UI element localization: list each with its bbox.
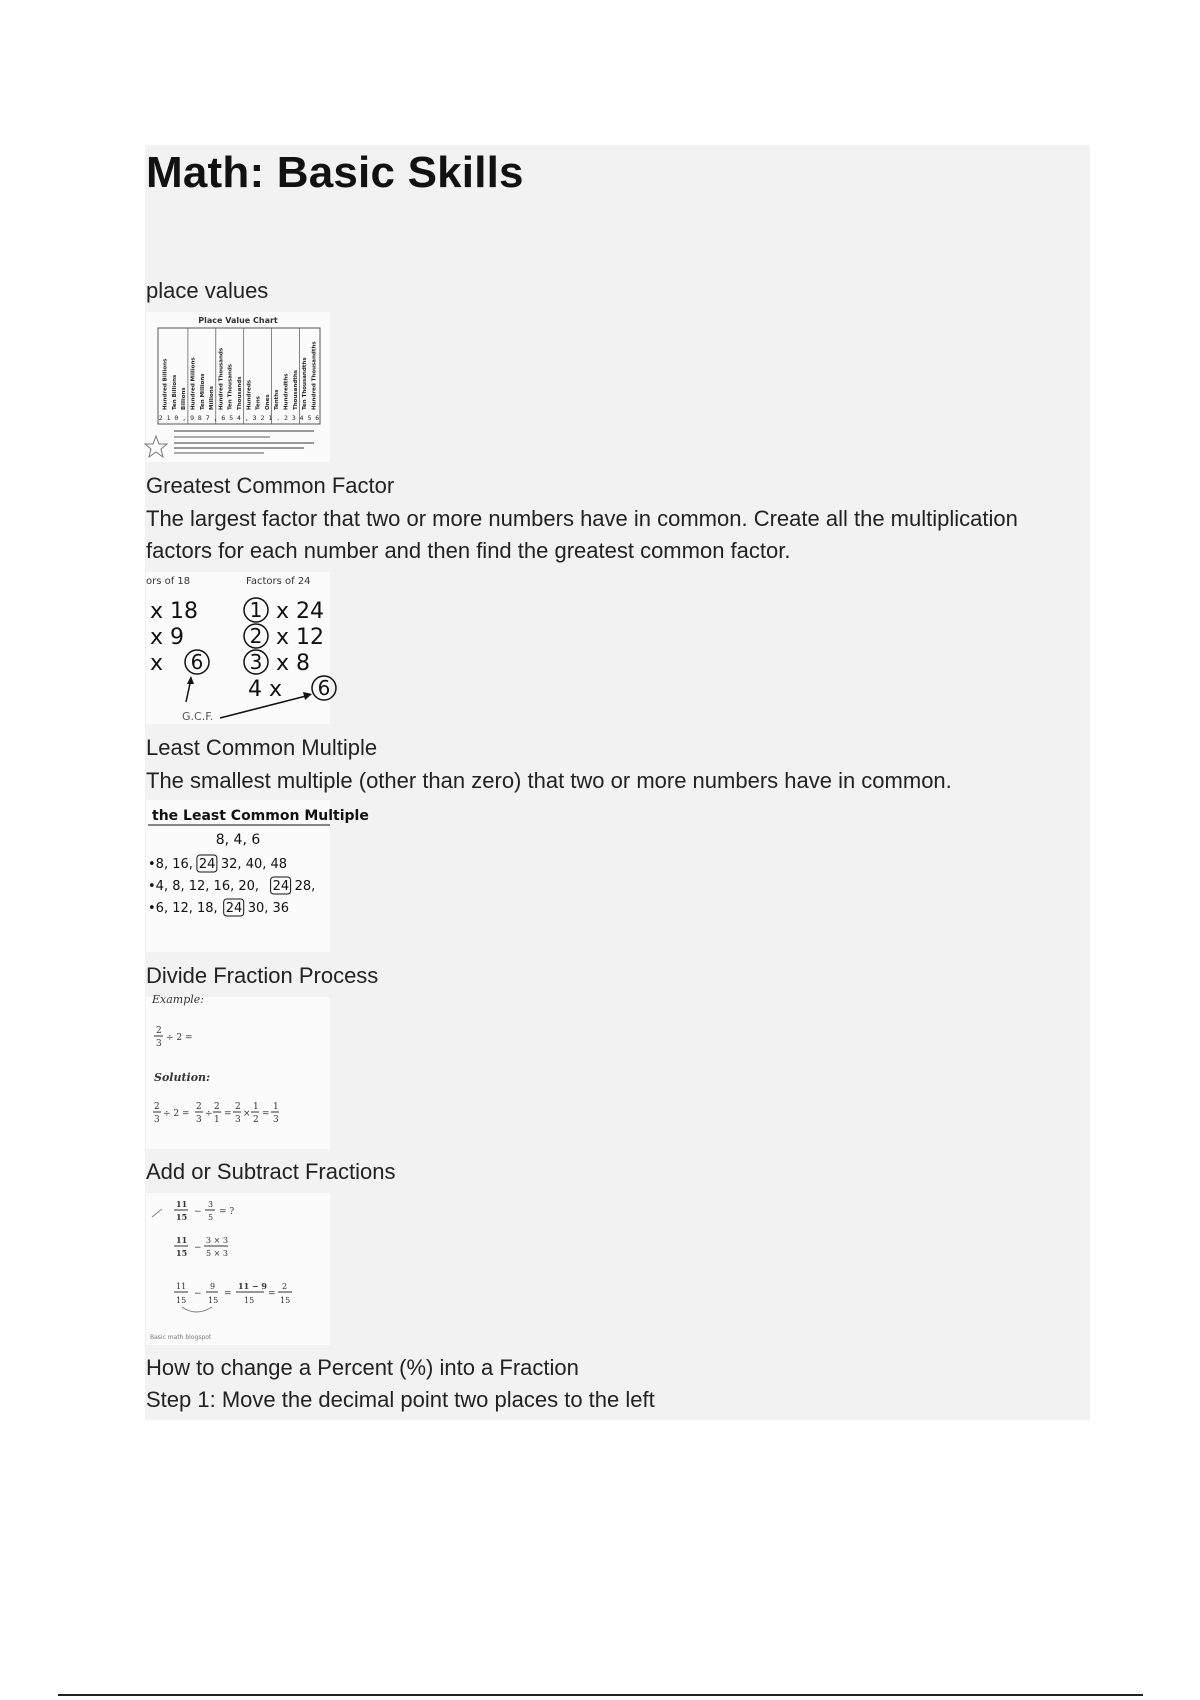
pv-title: Place Value Chart <box>198 316 278 325</box>
solution-line: = <box>224 1109 232 1119</box>
place-value-chart-image <box>146 312 330 462</box>
as-digit: 2 <box>282 1282 288 1291</box>
pv-note-line <box>174 447 304 449</box>
solution-line: 1 <box>253 1102 259 1112</box>
as-source: Basic math blogspot <box>150 1334 212 1341</box>
as-digit: 15 <box>176 1296 187 1305</box>
solution-line: 3 <box>154 1115 160 1125</box>
lcm-title: the Least Common Multiple <box>152 808 369 824</box>
as-op: − <box>194 1207 202 1217</box>
gcf-body: The largest factor that two or more numbers have in common. Create all the multiplication factors for each number and then find the greatest common factor. <box>146 506 1018 563</box>
place-value-chart-figure <box>146 312 330 462</box>
lcm-heading: Least Common Multiple <box>146 735 378 760</box>
arrow-head-icon <box>303 692 312 700</box>
lcm-boxed-value: 24 <box>198 857 216 872</box>
footer-rule <box>58 1694 1143 1696</box>
lcm-body: The smallest multiple (other than zero) that two or more numbers have in common. <box>146 768 952 793</box>
pv-columns <box>163 328 318 424</box>
gcf-figure <box>146 572 330 724</box>
as-digit: 15 <box>244 1296 255 1305</box>
pv-column-label: Millions <box>209 386 216 410</box>
as-digit: 15 <box>176 1248 188 1258</box>
pv-column-label: Ones <box>264 394 271 410</box>
lcm-image <box>146 800 369 952</box>
divide-figure <box>146 993 330 1149</box>
as-digit: 3 × 3 <box>206 1236 228 1245</box>
pv-column-label: Hundredths <box>283 373 290 410</box>
pv-note-line <box>174 436 270 438</box>
gcf-right-row: x 8 <box>276 651 311 676</box>
as-digit: 11 − 9 <box>238 1281 267 1291</box>
as-digit: 11 <box>176 1199 188 1209</box>
arrow-head-icon <box>187 676 194 684</box>
as-digit: 9 <box>210 1282 216 1291</box>
gcf-right-circled: 2 <box>249 624 263 648</box>
lcm-row-prefix: •6, 12, 18, <box>148 901 218 916</box>
solution-line: ÷ <box>205 1109 213 1119</box>
percent-step1: Step 1: Move the decimal point two places to the left <box>146 1387 655 1412</box>
gcf-right-row: x 12 <box>276 625 325 650</box>
gcf-heading: Greatest Common Factor <box>146 473 395 498</box>
divide-heading: Divide Fraction Process <box>146 963 379 988</box>
solution-line: 1 <box>273 1102 279 1112</box>
as-digit: 11 <box>176 1235 188 1245</box>
lcm-row-suffix: 32, 40, 48 <box>220 857 288 872</box>
lcm-boxed-value: 24 <box>225 901 243 916</box>
gcf-last-row: 4 x <box>248 677 283 702</box>
gcf-caption: G.C.F. <box>182 710 214 723</box>
frac-digit: 2 <box>156 1026 162 1036</box>
gcf-left-row: x <box>150 651 164 676</box>
pv-column-label: Hundred Thousands <box>218 347 225 410</box>
pv-column-label: Tens <box>255 396 262 410</box>
as-op: − <box>194 1243 202 1253</box>
gcf-right-row: x 24 <box>276 599 325 624</box>
as-digit: 15 <box>208 1296 219 1305</box>
solution-line: × <box>243 1109 251 1119</box>
pv-column-label: Ten Millions <box>199 373 206 410</box>
gcf-left-row: x 9 <box>150 625 185 650</box>
lcm-numbers: 8, 4, 6 <box>215 832 261 848</box>
as-digit: 5 <box>208 1213 214 1222</box>
pv-column-label: Hundreds <box>246 379 253 410</box>
pencil-icon <box>152 1209 162 1217</box>
solution-line: 2 <box>154 1102 160 1112</box>
gcf-right-circled: 3 <box>249 650 263 674</box>
lcm-row-prefix: •8, 16, <box>148 857 193 872</box>
solution-line: 2 <box>235 1102 241 1112</box>
frac-op: ÷ 2 = <box>166 1033 193 1043</box>
add-subtract-image <box>146 1193 330 1345</box>
pv-column-label: Hundred Billions <box>162 358 169 410</box>
solution-line: 2 <box>214 1102 220 1112</box>
pv-column-label: Thousandths <box>292 369 299 410</box>
pv-column-label: Ten Billions <box>171 374 178 410</box>
pv-digits: 2 1 0 , 9 8 7 , 6 5 4 , 3 2 1 . 2 3 4 5 6 <box>158 414 320 422</box>
pv-column-label: Billions <box>181 387 188 410</box>
page-title: Math: Basic Skills <box>146 148 524 197</box>
as-op: = ? <box>219 1207 235 1217</box>
solution-line: 3 <box>196 1115 202 1125</box>
percent-heading: How to change a Percent (%) into a Fraction <box>146 1355 579 1380</box>
solution-line: 3 <box>273 1115 279 1125</box>
lcm-row-suffix: 30, 36 <box>247 901 290 916</box>
divide-fraction-image <box>146 993 330 1149</box>
solution-line: 1 <box>214 1115 220 1125</box>
as-digit: 3 <box>208 1200 214 1209</box>
gcf-last-circled: 6 <box>317 676 331 700</box>
pv-column-label: Ten Thousands <box>227 363 234 410</box>
as-digit: 11 <box>176 1282 187 1291</box>
gcf-left-circled: 6 <box>190 650 204 674</box>
pv-column-label: Hundred Thousandths <box>311 341 318 410</box>
pv-note-line <box>174 452 264 454</box>
pv-column-label: Tenths <box>274 389 281 410</box>
solution-line: 2 <box>253 1115 259 1125</box>
add-subtract-figure <box>146 1193 330 1345</box>
solution-line: 2 <box>196 1102 202 1112</box>
as-digit: 15 <box>176 1212 188 1222</box>
as-bracket <box>182 1307 212 1312</box>
star-icon <box>145 436 167 457</box>
gcf-image <box>146 572 330 724</box>
pv-note-line <box>174 442 314 444</box>
as-op: = <box>224 1289 232 1299</box>
gcf-left-row: x 18 <box>150 599 199 624</box>
lcm-figure <box>146 800 369 952</box>
gcf-right-header: Factors of 24 <box>246 576 311 587</box>
as-op: − <box>194 1289 202 1299</box>
as-op: = <box>268 1289 276 1299</box>
lcm-row-suffix: 28, <box>294 879 316 894</box>
pv-column-label: Hundred Millions <box>190 357 197 410</box>
add-subtract-heading: Add or Subtract Fractions <box>146 1159 396 1184</box>
place-values-heading: place values <box>146 278 269 303</box>
pv-column-label: Thousands <box>237 376 243 410</box>
frac-digit: 3 <box>156 1039 162 1049</box>
lcm-rows <box>148 855 315 916</box>
gcf-left-header: ors of 18 <box>146 576 191 587</box>
lcm-boxed-value: 24 <box>272 879 290 894</box>
gcf-right-circled: 1 <box>249 598 263 622</box>
as-digit: 5 × 3 <box>206 1249 228 1258</box>
pv-note-line <box>174 430 314 432</box>
solution-line: 3 <box>235 1115 241 1125</box>
pv-column-label: Ten Thousandths <box>302 357 309 410</box>
lcm-row-prefix: •4, 8, 12, 16, 20, <box>148 879 260 894</box>
as-digit: 15 <box>280 1296 291 1305</box>
solution-line: = <box>262 1109 270 1119</box>
divide-example-label: Example: <box>152 993 204 1006</box>
divide-solution-label: Solution: <box>154 1071 211 1084</box>
solution-line: ÷ 2 = <box>163 1109 190 1119</box>
